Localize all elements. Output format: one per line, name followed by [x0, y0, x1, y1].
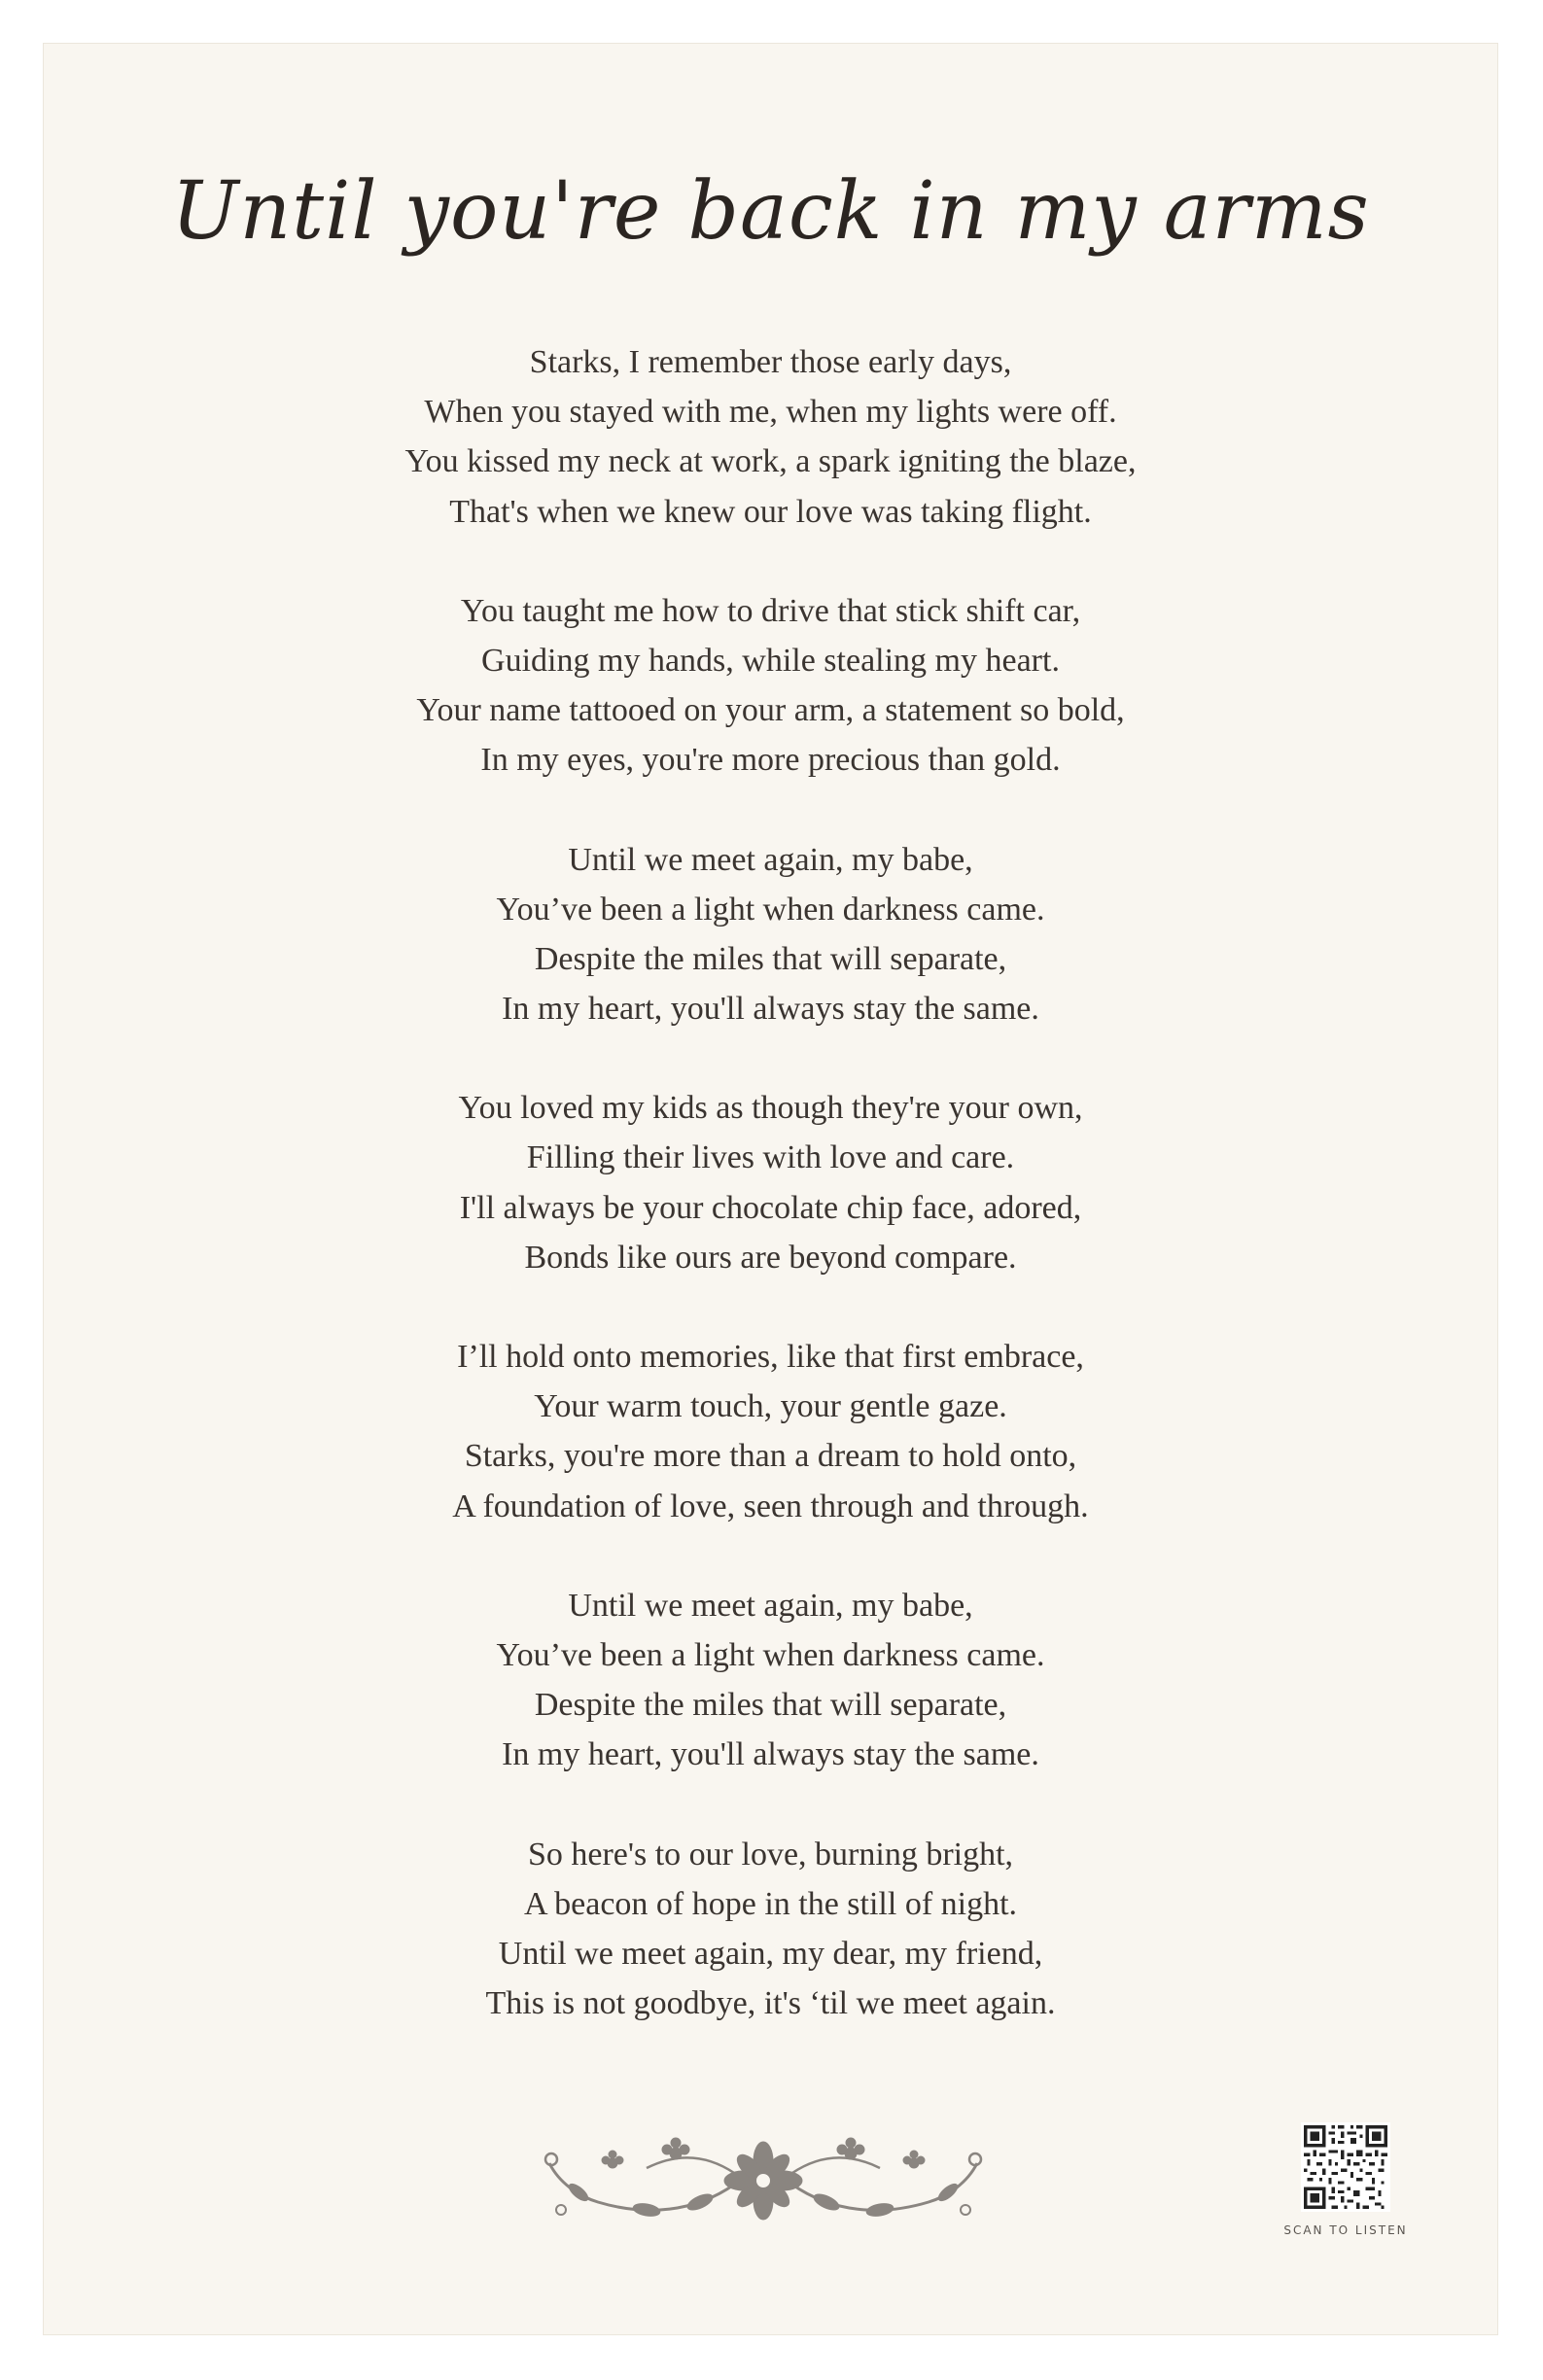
poem-line: You kissed my neck at work, a spark igniting the blaze, — [404, 443, 1137, 480]
poster — [43, 43, 1498, 2335]
poem-line: I'll always be your chocolate chip face, adored, — [459, 1189, 1082, 1226]
stanza — [44, 1581, 1497, 1780]
poem-line: Your warm touch, your gentle gaze. — [534, 1388, 1007, 1425]
poem-line: That's when we knew our love was taking flight. — [449, 493, 1092, 530]
poem-line: Bonds like ours are beyond compare. — [524, 1239, 1017, 1276]
stanza — [44, 337, 1497, 537]
poem-line: In my heart, you'll always stay the same. — [502, 991, 1039, 1028]
stanza — [44, 1332, 1497, 1531]
poem-line: Despite the miles that will separate, — [534, 940, 1007, 977]
poem-line: I’ll hold onto memories, like that first embrace, — [457, 1339, 1084, 1375]
poem-line: You loved my kids as though they're your own, — [458, 1090, 1083, 1127]
poem-line: So here's to our love, burning bright, — [527, 1836, 1014, 1872]
poem-line: In my heart, you'll always stay the same. — [502, 1736, 1039, 1773]
stanza — [44, 586, 1497, 786]
poem-line: Guiding my hands, while stealing my heart. — [481, 642, 1060, 679]
stanza — [44, 835, 1497, 1034]
stanza — [44, 1083, 1497, 1282]
poem-line: You’ve been a light when darkness came. — [496, 1636, 1045, 1673]
poem-line: In my eyes, you're more precious than gold. — [480, 742, 1061, 779]
poem-line: Your name tattooed on your arm, a statement so bold, — [416, 692, 1125, 729]
qr-code-icon[interactable] — [1301, 2122, 1390, 2212]
poem-line: Until we meet again, my babe, — [568, 1587, 973, 1624]
poem-line: Filling their lives with love and care. — [526, 1139, 1015, 1176]
poem-title: Until you're back in my arms — [171, 165, 1370, 258]
poem-line: You’ve been a light when darkness came. — [496, 891, 1045, 928]
floral-flourish-icon — [540, 2124, 987, 2231]
qr-caption: SCAN TO LISTEN — [1283, 2223, 1408, 2237]
poem-line: Despite the miles that will separate, — [534, 1687, 1007, 1724]
poem-line: A foundation of love, seen through and through. — [452, 1488, 1089, 1524]
poem-body — [44, 337, 1497, 2078]
poem-line: This is not goodbye, it's ‘til we meet again. — [485, 1985, 1056, 2022]
poem-line: Starks, I remember those early days, — [529, 344, 1012, 380]
poem-line: Until we meet again, my babe, — [568, 841, 973, 878]
poem-line: A beacon of hope in the still of night. — [523, 1885, 1018, 1922]
poem-line: Until we meet again, my dear, my friend, — [498, 1935, 1043, 1972]
stanza — [44, 1830, 1497, 2029]
qr-block — [1273, 2122, 1419, 2237]
poem-line: You taught me how to drive that stick shift car, — [460, 592, 1081, 629]
poem-line: Starks, you're more than a dream to hold onto, — [464, 1438, 1077, 1475]
poem-line: When you stayed with me, when my lights were off. — [424, 394, 1117, 431]
